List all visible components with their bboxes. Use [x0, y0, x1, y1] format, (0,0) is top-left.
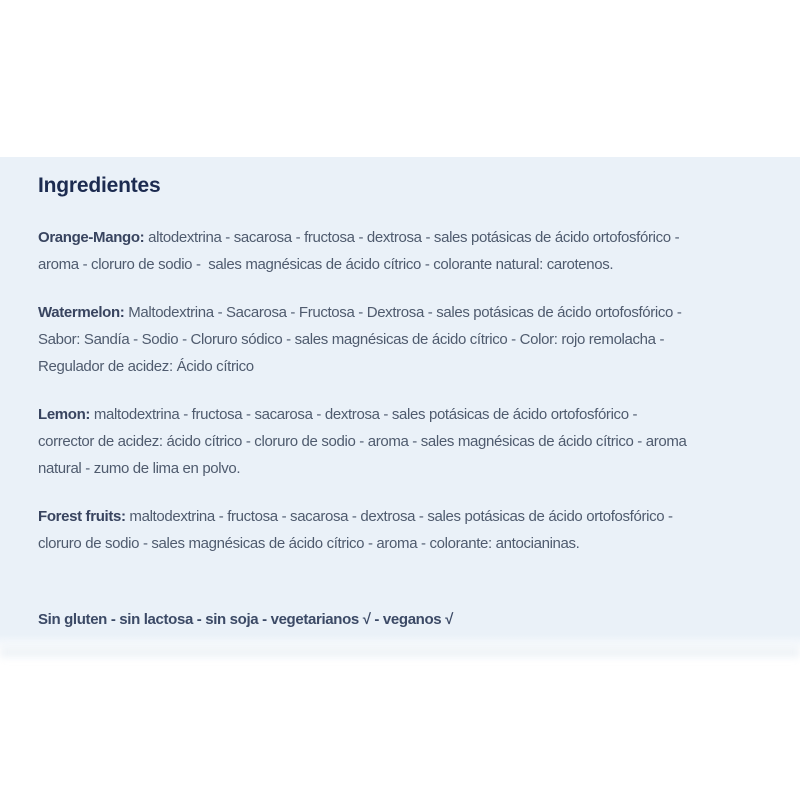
flavor-ingredients-text: Maltodextrina - Sacarosa - Fructosa - Dextrosa - sales potásicas de ácido ortofosfórico - — [124, 304, 682, 321]
flavor-paragraph-orange-mango — [38, 224, 770, 278]
flavor-ingredients-text: Sabor: Sandía - Sodio - Cloruro sódico - sales magnésicas de ácido cítrico - Color: rojo remolacha - — [38, 331, 665, 348]
flavor-ingredients-text: corrector de acidez: ácido cítrico - cloruro de sodio - aroma - sales magnésicas de ácido cítrico - aroma — [38, 433, 687, 450]
flavor-ingredients-text: cloruro de sodio - sales magnésicas de ácido cítrico - aroma - colorante: antocianinas. — [38, 535, 580, 552]
ingredients-title: Ingredientes — [38, 174, 161, 197]
ingredients-panel — [0, 157, 800, 635]
flavor-line — [38, 224, 770, 251]
flavor-paragraph-lemon — [38, 401, 770, 482]
flavor-ingredients-text: natural - zumo de lima en polvo. — [38, 460, 241, 477]
flavor-ingredients-text: altodextrina - sacarosa - fructosa - dextrosa - sales potásicas de ácido ortofosfórico - — [144, 229, 680, 246]
flavor-name: Orange-Mango: — [38, 229, 145, 246]
flavor-ingredients-text: Regulador de acidez: Ácido cítrico — [38, 358, 254, 375]
section-divider-shadow — [0, 647, 800, 657]
flavor-paragraph-forest-fruits — [38, 503, 770, 557]
flavor-ingredients-text: maltodextrina - fructosa - sacarosa - dextrosa - sales potásicas de ácido ortofosfórico - — [125, 508, 673, 525]
flavor-name: Forest fruits: — [38, 508, 126, 525]
flavor-ingredients-text: maltodextrina - fructosa - sacarosa - dextrosa - sales potásicas de ácido ortofosfórico - — [90, 406, 638, 423]
flavor-ingredients-text: aroma - cloruro de sodio - sales magnésicas de ácido cítrico - colorante natural: carotenos. — [38, 256, 614, 273]
flavor-name: Watermelon: — [38, 304, 125, 321]
flavor-paragraph-watermelon — [38, 299, 770, 380]
flavor-line — [38, 299, 770, 326]
dietary-note-text: Sin gluten - sin lactosa - sin soja - vegetarianos √ - veganos √ — [38, 611, 454, 628]
flavor-name: Lemon: — [38, 406, 91, 423]
flavor-line — [38, 401, 770, 428]
dietary-note — [38, 606, 770, 633]
flavor-line — [38, 503, 770, 530]
